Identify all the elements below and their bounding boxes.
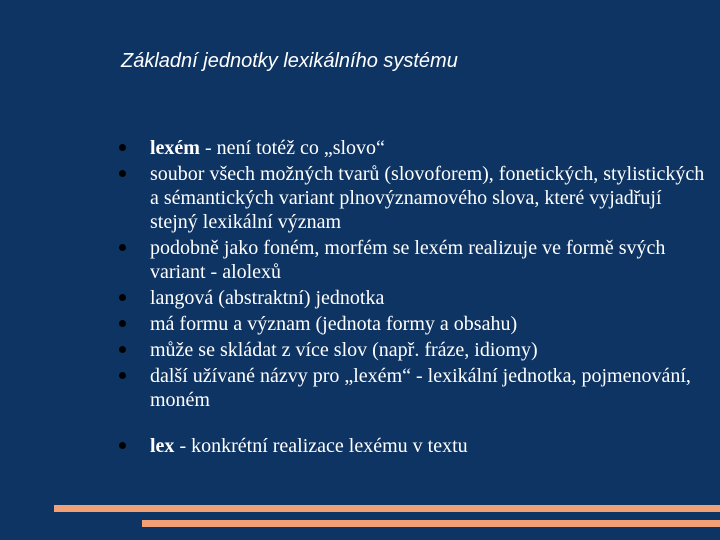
item-text: může se skládat z více slov (např. fráze, idiomy) bbox=[150, 339, 538, 361]
item-text: má formu a význam (jednota formy a obsahu) bbox=[150, 313, 518, 335]
bullet-icon bbox=[119, 320, 126, 327]
slide-title: Základní jednotky lexikálního systému bbox=[121, 50, 458, 72]
bullet-icon bbox=[119, 372, 126, 379]
bullet-icon bbox=[119, 244, 126, 251]
accent-bar-top bbox=[54, 505, 720, 512]
list-item bbox=[118, 162, 708, 234]
bullet-icon bbox=[119, 442, 126, 449]
list-item bbox=[118, 364, 708, 412]
list-item bbox=[118, 236, 708, 284]
item-term: lexém bbox=[150, 137, 200, 159]
list-item bbox=[118, 338, 708, 362]
item-text: podobně jako foném, morfém se lexém realizuje ve formě svých variant - alolexů bbox=[150, 237, 666, 283]
list-item bbox=[118, 434, 708, 458]
item-text: - konkrétní realizace lexému v textu bbox=[174, 435, 468, 457]
bullet-icon bbox=[119, 294, 126, 301]
bullet-list bbox=[118, 136, 708, 460]
bullet-icon bbox=[119, 170, 126, 177]
list-item bbox=[118, 286, 708, 310]
item-text: langová (abstraktní) jednotka bbox=[150, 287, 385, 309]
item-text: - není totéž co „slovo“ bbox=[199, 137, 385, 159]
item-term: lex bbox=[150, 435, 175, 457]
item-text: další užívané názvy pro „lexém“ - lexikální jednotka, pojmenování, moném bbox=[150, 365, 691, 411]
item-text: soubor všech možných tvarů (slovoforem), fonetických, stylistických a sémantických variant plnovýznamového slova, které vyjadřují stejný lexikální význam bbox=[150, 163, 705, 233]
accent-bar-bottom bbox=[142, 520, 720, 527]
list-item bbox=[118, 312, 708, 336]
list-item bbox=[118, 136, 708, 160]
bullet-icon bbox=[119, 346, 126, 353]
bullet-icon bbox=[119, 144, 126, 151]
